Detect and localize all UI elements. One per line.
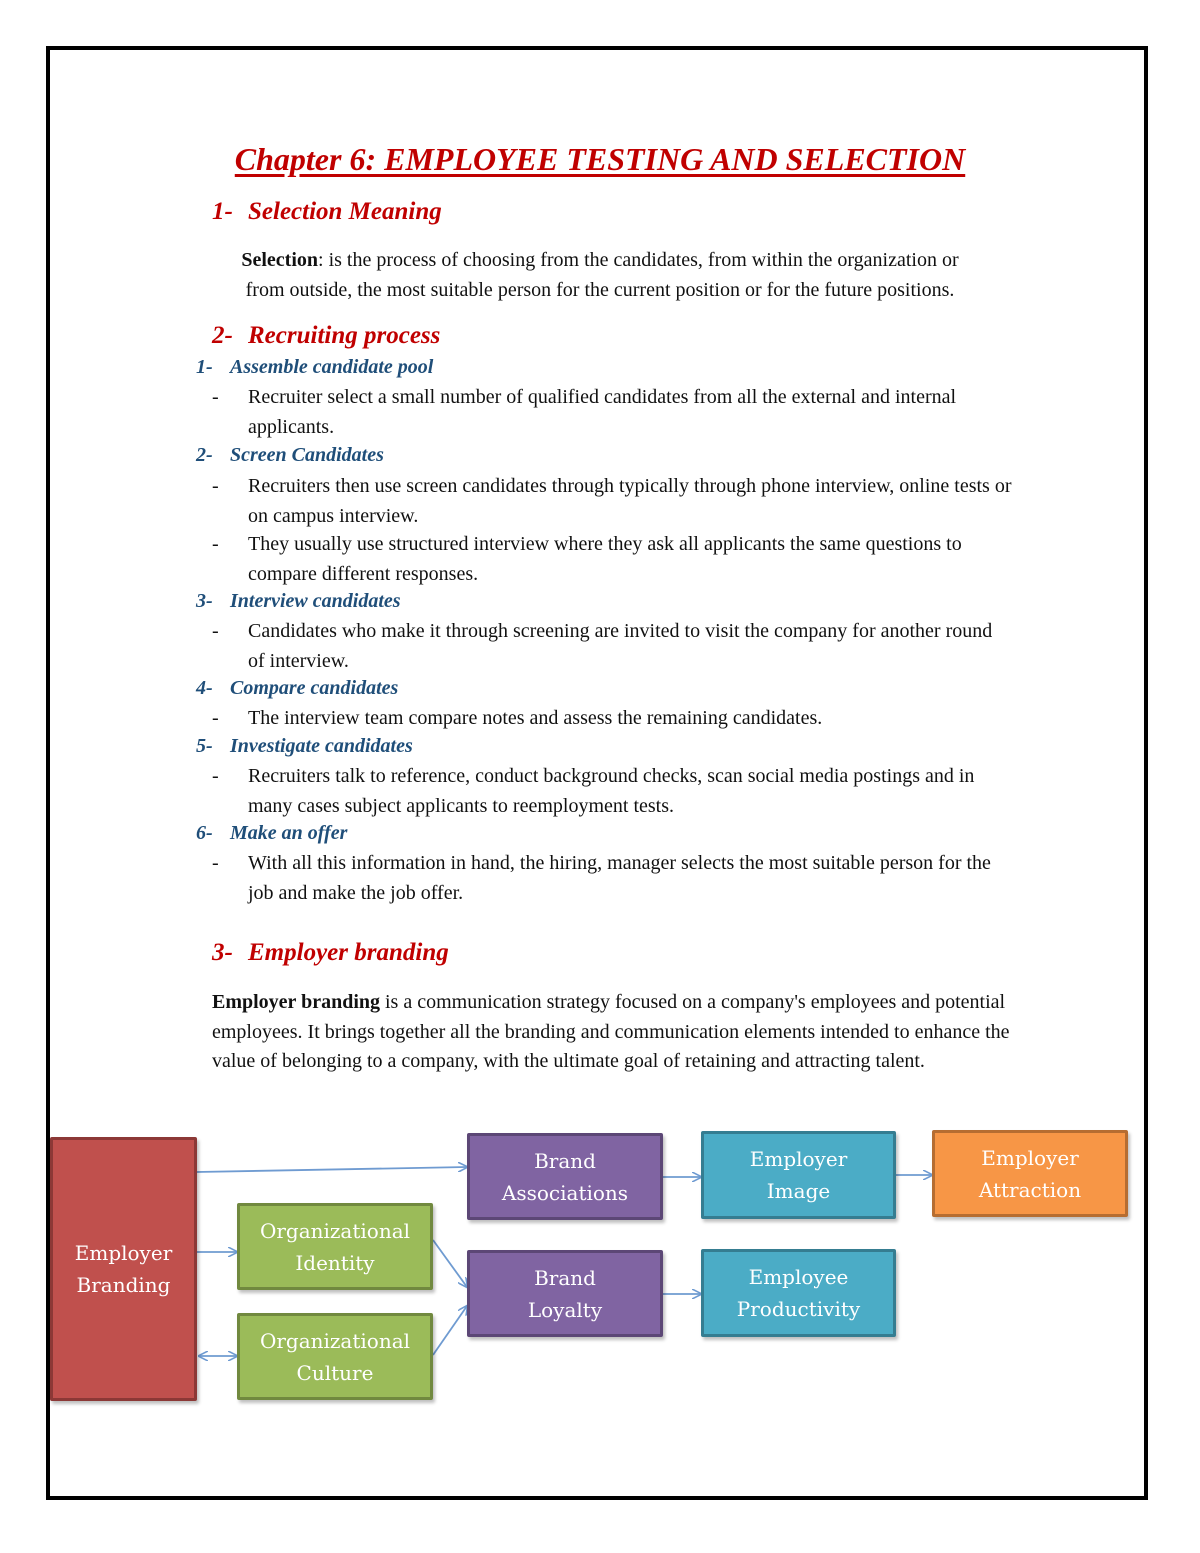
bullet-item: - Candidates who make it through screening are invited to visit the company for another round of interview.: [212, 617, 1012, 676]
step-number: 5-: [196, 735, 213, 757]
step-number: 1-: [196, 356, 213, 378]
node-brand-loyalty: [467, 1250, 663, 1337]
node-label: Employer Branding: [74, 1241, 173, 1297]
node-organizational-culture: [237, 1313, 433, 1400]
bullet-item: - The interview team compare notes and assess the remaining candidates.: [212, 704, 1012, 734]
bullet-item: - With all this information in hand, the hiring, manager selects the most suitable person for the job and make the job offer.: [212, 849, 1012, 908]
selection-text-line1: : is the process of choosing from the candidates, from within the organization or: [318, 249, 959, 271]
node-employer-attraction: [932, 1130, 1128, 1217]
bullet-item: - Recruiters talk to reference, conduct background checks, scan social media postings and in many cases subject applicants to reemployment tests.: [212, 762, 1012, 821]
node-label: Organizational Culture: [259, 1328, 411, 1385]
section-number: 3-: [212, 939, 233, 966]
node-label: Employee Productivity: [736, 1265, 861, 1321]
step-title: Assemble candidate pool: [230, 356, 434, 378]
step-title: Investigate candidates: [230, 735, 413, 757]
section-number: 2-: [212, 322, 233, 349]
step-number: 2-: [196, 444, 213, 466]
branding-text: is a communication strategy focused on a company's employees and potential employees. It brings together all the branding and communication elements intended to enhance the value of belonging to a company, with the ultimate goal of retaining and attracting talent.: [212, 991, 1010, 1072]
step-number: 6-: [196, 822, 213, 844]
section-title: Selection Meaning: [248, 198, 442, 225]
selection-term: Selection: [241, 249, 319, 271]
section-title: Employer branding: [248, 939, 449, 966]
node-employee-productivity: [701, 1249, 896, 1337]
node-label: Employer Image: [749, 1147, 848, 1203]
node-organizational-identity: [237, 1203, 433, 1290]
bullet-text: With all this information in hand, the hiring, manager selects the most suitable person for the job and make the job offer.: [248, 852, 991, 904]
arrow-culture-to-loyalty: [433, 1306, 467, 1355]
node-employer-branding: [50, 1137, 197, 1401]
bullet-item: - They usually use structured interview where they ask all applicants the same questions to compare different responses.: [212, 530, 1012, 589]
bullet-text: Recruiters talk to reference, conduct background checks, scan social media postings and in many cases subject applicants to reemployment tests.: [248, 765, 975, 817]
step-title: Screen Candidates: [230, 444, 384, 466]
step-title: Make an offer: [230, 822, 348, 844]
step-title: Compare candidates: [230, 677, 399, 699]
bullet-text: The interview team compare notes and assess the remaining candidates.: [248, 707, 823, 729]
bullet-item: - Recruiter select a small number of qualified candidates from all the external and internal applicants.: [212, 383, 1012, 442]
section-number: 1-: [212, 198, 233, 225]
selection-text-line2: from outside, the most suitable person for the current position or for the future positions.: [245, 278, 955, 301]
bullet-text: Recruiters then use screen candidates through typically through phone interview, online tests or on campus interview.: [248, 475, 1012, 527]
arrow-identity-to-loyalty: [433, 1240, 467, 1287]
chapter-title: Chapter 6: EMPLOYEE TESTING AND SELECTION: [234, 141, 966, 177]
bullet-text: Recruiter select a small number of qualified candidates from all the external and internal applicants.: [248, 386, 957, 438]
node-label: Employer Attraction: [978, 1145, 1082, 1202]
bullet-text: Candidates who make it through screening are invited to visit the company for another round of interview.: [248, 620, 993, 672]
step-number: 3-: [196, 590, 213, 612]
arrow-branding-to-associations: [197, 1167, 467, 1172]
bullet-item: - Recruiters then use screen candidates through typically through phone interview, online tests or on campus interview.: [212, 472, 1012, 531]
bullet-text: They usually use structured interview where they ask all applicants the same questions to compare different responses.: [248, 533, 962, 585]
node-label: Brand Associations: [501, 1148, 629, 1205]
branding-term: Employer branding: [212, 991, 380, 1013]
node-brand-associations: [467, 1133, 663, 1220]
node-label: Organizational Identity: [259, 1218, 411, 1275]
node-employer-image: [701, 1131, 896, 1219]
section-title: Recruiting process: [248, 322, 441, 349]
step-title: Interview candidates: [230, 590, 401, 612]
step-number: 4-: [196, 677, 213, 699]
node-label: Brand Loyalty: [527, 1265, 603, 1322]
